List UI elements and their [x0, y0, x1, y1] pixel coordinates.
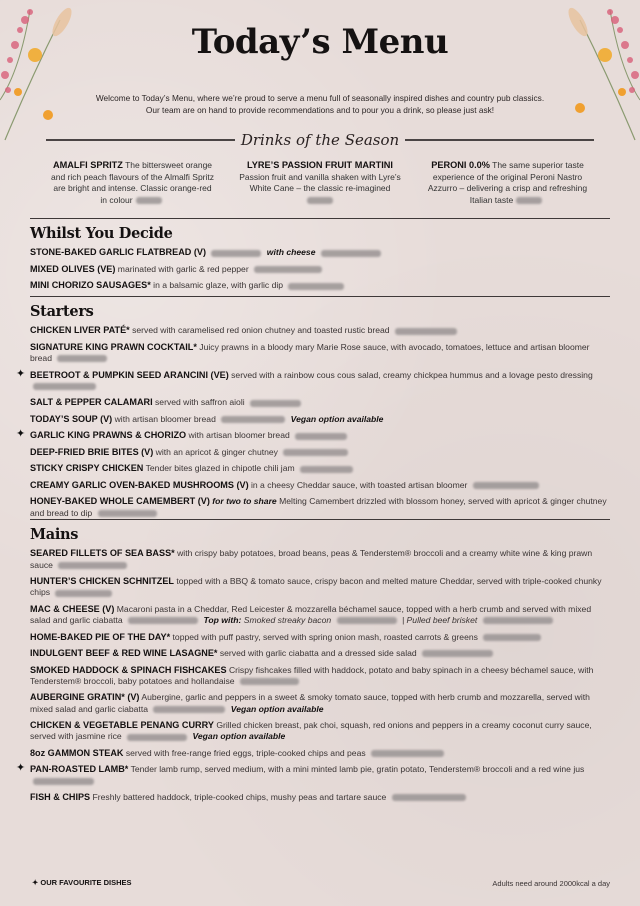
price-redacted: [283, 449, 348, 456]
drink-name: LYRE’S PASSION FRUIT MARTINI: [247, 160, 393, 170]
item-name: MIXED OLIVES (VE): [30, 263, 116, 274]
price-redacted: [337, 617, 397, 624]
item-name: PAN-ROASTED LAMB*: [30, 764, 129, 775]
drink-description: The bittersweet orange and rich peach flavours of the Almalfi Spritz are bright and intense. Classic orange-red in colour: [51, 160, 214, 205]
item-description: served with garlic ciabatta and a dressed side salad: [219, 648, 417, 659]
sparkle-star-icon: ✦: [16, 762, 26, 775]
item-description: Freshly battered haddock, triple-cooked chips, mushy peas and tartare sauce: [92, 792, 387, 803]
item-note: Vegan option available: [192, 731, 286, 742]
drink-description: The same superior taste experience of the original Peroni Nastro Azzurro – delivering a crisp and refreshing Italian taste: [427, 160, 588, 205]
price-redacted: [136, 197, 162, 204]
item-description: Aubergine, garlic and peppers in a sweet & smoky tomato sauce, topped with herb crumb and mozzarella, served with mixed salad and garlic ciabatta: [30, 692, 590, 714]
menu-item: [30, 792, 610, 803]
price-redacted: [483, 617, 553, 624]
item-note: Vegan option available: [230, 703, 324, 714]
item-description: with artisan bloomer bread: [114, 413, 216, 424]
item-name: MAC & CHEESE (V): [30, 603, 115, 614]
item-note: for two to share: [212, 496, 277, 507]
item-name: HUNTER’S CHICKEN SCHNITZEL: [30, 576, 174, 587]
price-redacted: [254, 266, 322, 273]
menu-section: [30, 218, 610, 297]
item-name: SALT & PEPPER CALAMARI: [30, 397, 153, 408]
drinks-heading-text: Drinks of the Season: [240, 131, 400, 149]
item-name: AUBERGINE GRATIN* (V): [30, 692, 140, 703]
menu-item: [16, 428, 610, 441]
item-option: Smoked streaky bacon: [243, 615, 332, 626]
price-redacted: [55, 590, 112, 597]
item-name: CHICKEN LIVER PATÉ*: [30, 325, 130, 336]
item-name: MINI CHORIZO SAUSAGES*: [30, 280, 151, 291]
page-title: Today’s Menu: [191, 22, 449, 62]
price-redacted: [33, 383, 96, 390]
item-name: STICKY CRISPY CHICKEN: [30, 463, 144, 474]
price-redacted: [98, 510, 157, 517]
intro-line: Our team are on hand to provide recommendations and to pour you a drink, so please just ask!: [145, 104, 495, 115]
item-description: served with saffron aioli: [155, 397, 245, 408]
item-name: 8oz GAMMON STEAK: [30, 747, 124, 758]
item-name: HOME-BAKED PIE OF THE DAY*: [30, 631, 171, 642]
price-redacted: [395, 328, 457, 335]
item-description: served with caramelised red onion chutney and toasted rustic bread: [132, 325, 390, 336]
item-description: with crispy baby potatoes, broad beans, peas & Tenderstem® broccoli and a creamy white wine & king prawn sauce: [30, 548, 593, 570]
section-divider: [30, 296, 610, 297]
menu-item: [30, 342, 610, 365]
price-redacted: [153, 706, 225, 713]
intro-text: [60, 93, 580, 116]
menu-item: [30, 496, 610, 519]
item-name: HONEY-BAKED WHOLE CAMEMBERT (V): [30, 496, 210, 507]
item-option: | Pulled beef brisket: [401, 615, 478, 626]
item-description: served with a rainbow cous cous salad, creamy chickpea hummus and a lovage pesto dressing: [231, 369, 593, 380]
menu-item: [30, 576, 610, 599]
menu-item: [16, 367, 610, 393]
menu-item: [30, 264, 610, 275]
drink-item: [50, 160, 215, 206]
menu-item: [30, 447, 610, 458]
price-redacted: [127, 734, 187, 741]
favourite-label: OUR FAVOURITE DISHES: [40, 878, 132, 887]
menu-item: [30, 480, 610, 491]
sparkle-star-icon: ✦: [16, 428, 26, 441]
section-divider: [30, 218, 610, 219]
price-redacted: [516, 197, 542, 204]
menu-item: [30, 720, 610, 743]
intro-line: Welcome to Today’s Menu, where we’re proud to serve a menu full of seasonally inspired dishes and country pub classics.: [95, 93, 545, 103]
menu-item: [30, 748, 610, 759]
item-description: Crispy fishcakes filled with haddock, potato and baby spinach in a cheesy béchamel sauce, with Tenderstem® broccoli, baby potatoes and hollandaise: [30, 664, 594, 686]
sparkle-star-icon: ✦: [32, 878, 39, 887]
price-redacted: [422, 650, 493, 657]
item-description: in a balsamic glaze, with garlic dip: [153, 280, 284, 291]
item-description: Grilled chicken breast, pak choi, squash, red onions and peppers in a creamy coconut curry sauce, served with jasmine rice: [30, 720, 592, 742]
menu-item: [30, 280, 610, 291]
price-redacted: [128, 617, 198, 624]
item-name: STONE-BAKED GARLIC FLATBREAD (V): [30, 247, 206, 258]
item-description: topped with puff pastry, served with spring onion mash, roasted carrots & greens: [172, 631, 478, 642]
item-description: with artisan bloomer bread: [188, 430, 290, 441]
price-redacted: [250, 400, 301, 407]
item-description: marinated with garlic & red pepper: [117, 263, 249, 274]
item-note: Vegan option available: [290, 413, 384, 424]
drinks-heading: [46, 128, 594, 152]
menu-item: [30, 325, 610, 336]
item-description: Tender lamb rump, served medium, with a mini minted lamb pie, gratin potato, Tenderstem® broccoli and a red wine jus: [130, 764, 585, 775]
menu-item: [30, 692, 610, 715]
item-description: Juicy prawns in a bloody mary Marie Rose sauce, with avocado, tomatoes, lettuce and artisan bloomer bread: [30, 341, 590, 364]
divider: [46, 139, 235, 140]
item-name: CHICKEN & VEGETABLE PENANG CURRY: [30, 720, 214, 731]
menu-item: [30, 397, 610, 408]
section-divider: [30, 519, 610, 520]
item-description: with an apricot & ginger chutney: [155, 446, 278, 457]
price-redacted: [240, 678, 299, 685]
section-title: Mains: [30, 526, 79, 544]
item-note: Top with:: [203, 615, 242, 626]
drink-item: [238, 160, 403, 206]
menu-item: [30, 247, 610, 258]
price-redacted: [300, 466, 353, 473]
sparkle-star-icon: ✦: [16, 367, 26, 380]
drink-name: AMALFI SPRITZ: [52, 160, 123, 170]
item-name: SEARED FILLETS OF SEA BASS*: [30, 548, 175, 559]
drink-item: [425, 160, 590, 206]
item-name: FISH & CHIPS: [30, 792, 91, 803]
section-title: Starters: [30, 303, 94, 321]
item-name: CREAMY GARLIC OVEN-BAKED MUSHROOMS (V): [30, 479, 249, 490]
drink-description: Passion fruit and vanilla shaken with Lyre’s White Cane – the classic re-imagined: [239, 171, 401, 193]
item-name: BEETROOT & PUMPKIN SEED ARANCINI (VE): [30, 369, 229, 380]
menu-item: [30, 665, 610, 688]
price-redacted: [33, 778, 94, 785]
price-redacted: [321, 250, 381, 257]
price-redacted: [211, 250, 261, 257]
item-description: in a cheesy Cheddar sauce, with toasted artisan bloomer: [250, 479, 468, 490]
item-description: Macaroni pasta in a Cheddar, Red Leicester & mozzarella béchamel sauce, topped with a herb crumb and served with mixed salad and garlic ciabatta: [30, 603, 592, 626]
price-redacted: [58, 562, 127, 569]
price-redacted: [307, 197, 333, 204]
item-description: topped with a BBQ & tomato sauce, crispy bacon and melted mature Cheddar, served with triple-cooked chunky chips: [30, 576, 602, 598]
section-title: Whilst You Decide: [30, 225, 173, 243]
menu-item: [30, 604, 610, 627]
price-redacted: [57, 355, 107, 362]
menu-item: [30, 548, 610, 571]
price-redacted: [371, 750, 444, 757]
favourite-dishes-legend: [32, 878, 132, 887]
menu-section: [16, 519, 610, 809]
drinks-list: [50, 160, 590, 206]
menu-item: [30, 463, 610, 474]
price-redacted: [392, 794, 466, 801]
item-name: GARLIC KING PRAWNS & CHORIZO: [30, 430, 187, 441]
item-name: SIGNATURE KING PRAWN COCKTAIL*: [30, 341, 197, 352]
menu-item: [16, 762, 610, 787]
menu-item: [30, 414, 610, 425]
kcal-note: Adults need around 2000kcal a day: [492, 879, 610, 888]
item-description: Melting Camembert drizzled with blossom honey, served with apricot & ginger chutney and bread to dip: [30, 496, 607, 518]
price-redacted: [473, 482, 539, 489]
menu-item: [30, 632, 610, 643]
drink-name: PERONI 0.0%: [431, 160, 490, 170]
item-description: Tender bites glazed in chipotle chili jam: [145, 463, 295, 474]
item-name: INDULGENT BEEF & RED WINE LASAGNE*: [30, 648, 218, 659]
price-redacted: [295, 433, 347, 440]
price-redacted: [483, 634, 541, 641]
item-name: SMOKED HADDOCK & SPINACH FISHCAKES: [30, 664, 227, 675]
item-note: with cheese: [266, 247, 316, 258]
price-redacted: [221, 416, 285, 423]
item-name: TODAY’S SOUP (V): [30, 413, 113, 424]
menu-item: [30, 648, 610, 659]
item-description: served with free-range fried eggs, triple-cooked chips and peas: [125, 747, 366, 758]
divider: [405, 139, 594, 140]
price-redacted: [288, 283, 344, 290]
menu-section: [16, 296, 610, 524]
item-name: DEEP-FRIED BRIE BITES (V): [30, 446, 154, 457]
